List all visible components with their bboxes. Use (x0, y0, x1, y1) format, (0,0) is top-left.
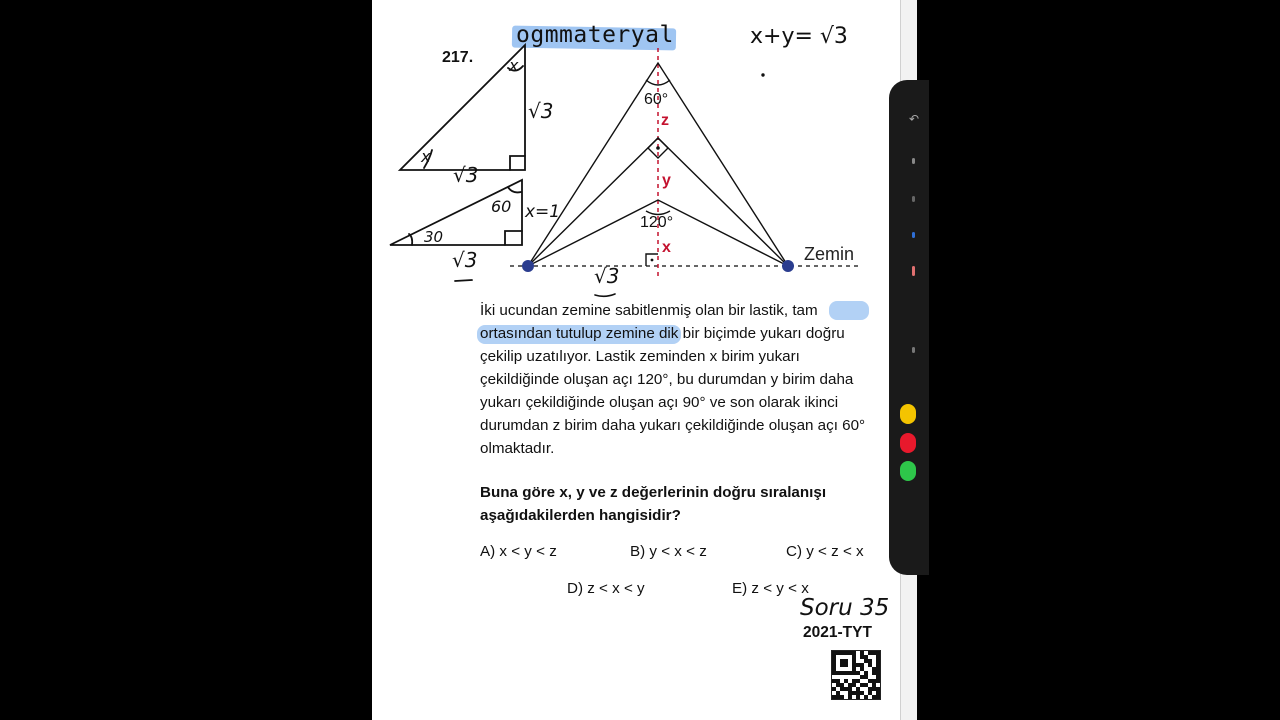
handwritten-equation: x+y= √3 (750, 24, 848, 49)
tool-mark-3[interactable] (912, 347, 915, 353)
tri1-right-side: √3 (528, 99, 554, 123)
question-number: 217. (442, 49, 474, 66)
label-y: y (662, 172, 671, 189)
option-a[interactable]: A) x < y < z (480, 543, 557, 560)
handwritten-question-ref: Soru 35 (800, 595, 890, 621)
tri1-left-angle: x (421, 147, 431, 166)
tri1-top-angle: x (509, 56, 519, 75)
base-sqrt3: √3 (594, 264, 620, 288)
tool-mark-1[interactable] (912, 158, 915, 164)
option-c[interactable]: C) y < z < x (786, 543, 864, 560)
color-swatch-yellow[interactable] (900, 404, 916, 424)
tri2-side-x1: x=1 (525, 202, 561, 222)
problem-text: İki ucundan zemine sabitlenmiş olan bir lastik, tam ortasından tutulup zemine dik bir biçimde yukarı doğru çekilip uzatılıyor. Lastik zeminden x birim yukarı çekildiğinde oluşan açı 120°, bu durumdan y birim daha yukarı çekildiğinde oluşan açı 90° ve son olarak ikinci durumdan z birim daha yukarı çekildiğinde oluşan açı 60° olmaktadır. (480, 302, 866, 457)
tri2-angle-30: 30 (424, 228, 444, 246)
qr-code-icon[interactable] (831, 650, 881, 700)
undo-icon[interactable]: ↶ (909, 112, 920, 126)
anchor-left (522, 260, 534, 272)
tool-mark-blue[interactable] (912, 232, 915, 238)
angle-60-label: 60° (644, 91, 669, 108)
label-z: z (661, 112, 669, 129)
tri2-angle-60: 60 (491, 197, 512, 216)
tri1-bottom-side: √3 (453, 163, 479, 187)
option-d[interactable]: D) z < x < y (567, 580, 645, 597)
label-x: x (662, 239, 671, 256)
color-swatch-red[interactable] (900, 433, 916, 453)
question-text: Buna göre x, y ve z değerlerinin doğru sıralanışı aşağıdakilerden hangisidir? (480, 484, 827, 524)
color-swatch-green[interactable] (900, 461, 916, 481)
annotation-toolbar (889, 80, 929, 575)
rubber-band-figure (510, 48, 862, 276)
year-tag: 2021-TYT (803, 624, 872, 641)
option-b[interactable]: B) y < x < z (630, 543, 707, 560)
option-e[interactable]: E) z < y < x (732, 580, 809, 597)
zemin-label: Zemin (804, 244, 855, 264)
handwritten-title: ogmmateryal (516, 22, 674, 48)
tri2-bottom-side: √3 (452, 248, 478, 272)
angle-120-label: 120° (640, 214, 674, 231)
tool-mark-2[interactable] (912, 196, 915, 202)
tool-mark-pink[interactable] (912, 266, 915, 276)
anchor-right (782, 260, 794, 272)
